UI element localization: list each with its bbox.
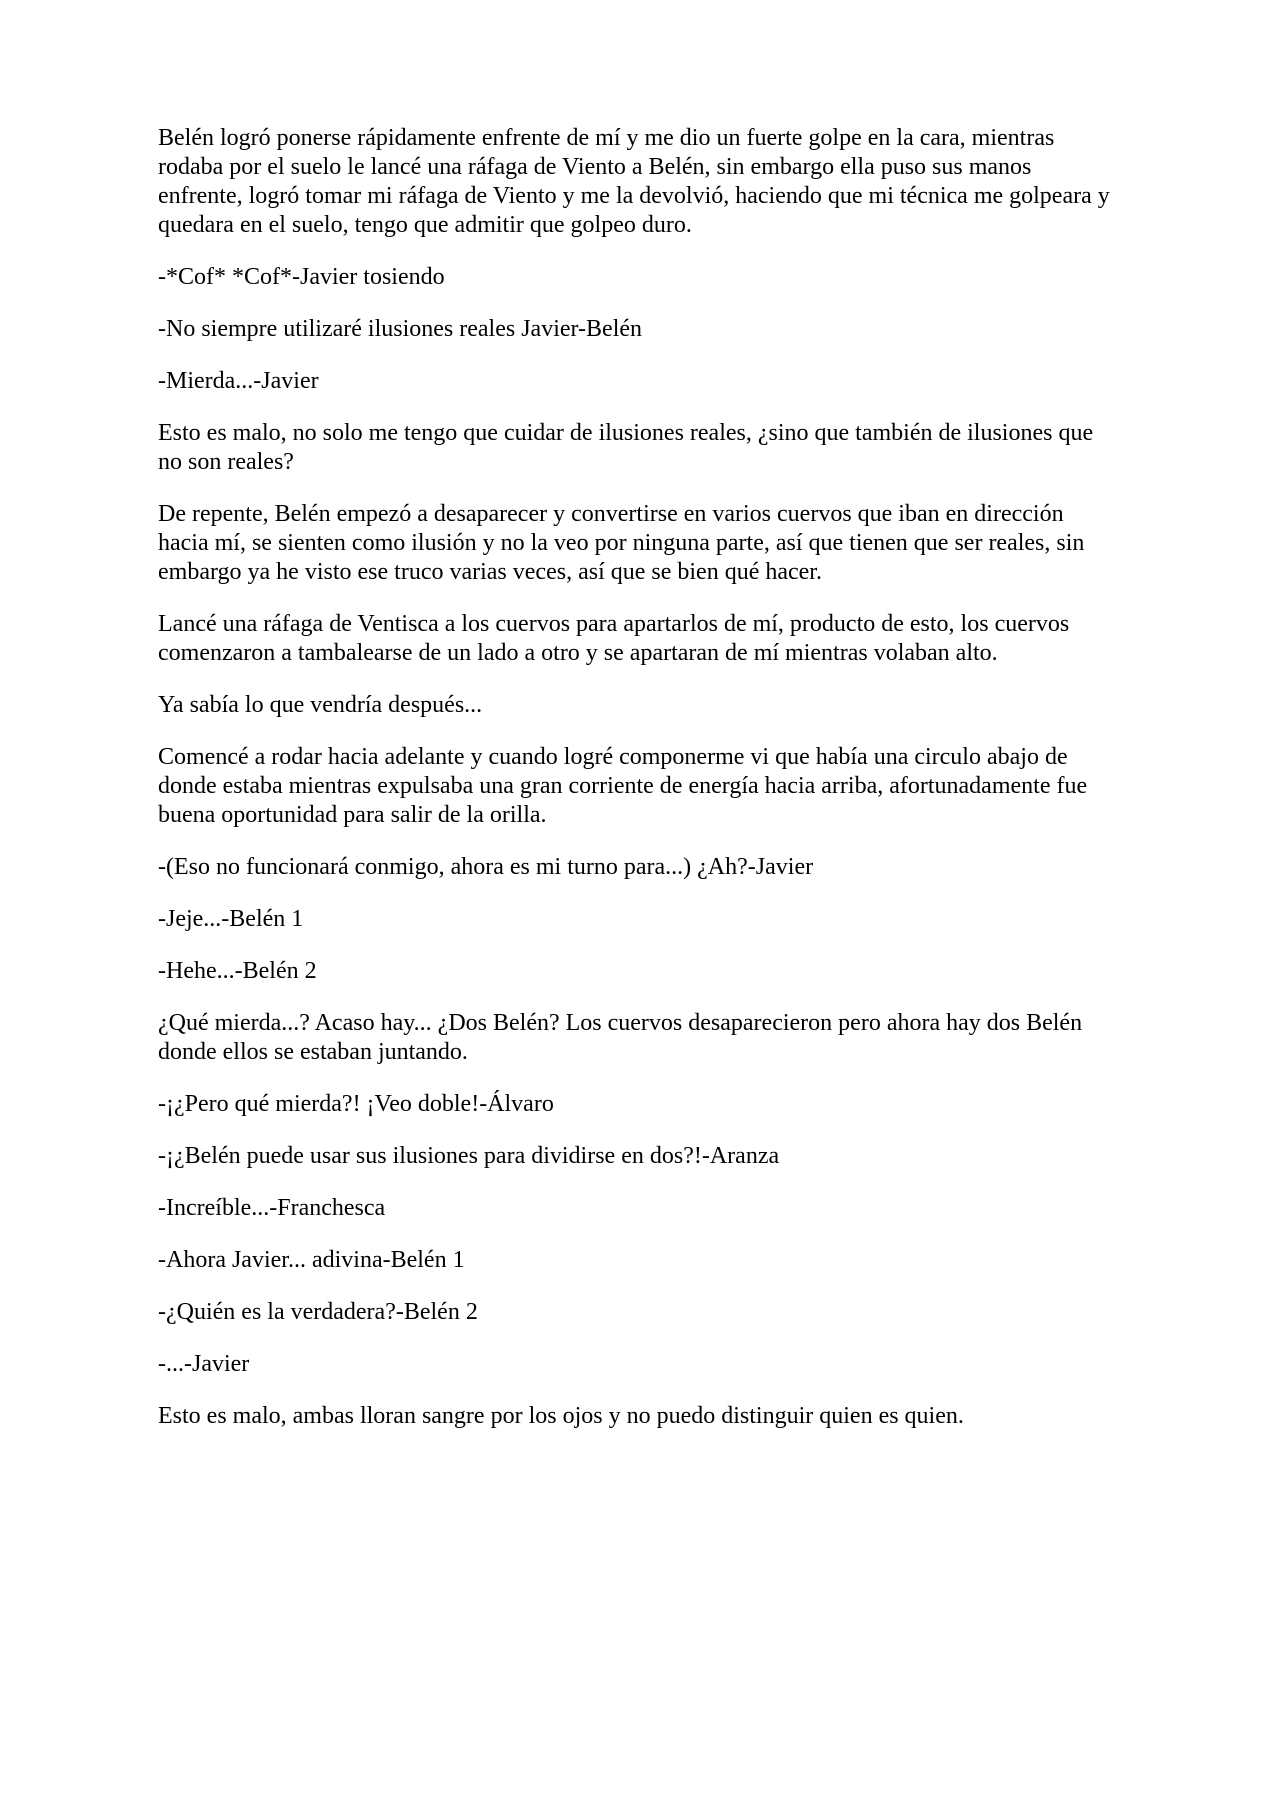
paragraph: Esto es malo, ambas lloran sangre por los ojos y no puedo distinguir quien es quien. bbox=[158, 1403, 964, 1429]
paragraph: -¡¿Belén puede usar sus ilusiones para dividirse en dos?!-Aranza bbox=[158, 1143, 780, 1169]
paragraph: Esto es malo, no solo me tengo que cuidar de ilusiones reales, ¿sino que también de ilusiones que no son reales? bbox=[158, 420, 1094, 475]
document-body bbox=[158, 124, 1120, 1431]
paragraph: -Increíble...-Franchesca bbox=[158, 1195, 386, 1221]
paragraph: -¿Quién es la verdadera?-Belén 2 bbox=[158, 1299, 478, 1325]
paragraph: -...-Javier bbox=[158, 1351, 250, 1377]
paragraph: -Ahora Javier... adivina-Belén 1 bbox=[158, 1247, 465, 1273]
paragraph: -No siempre utilizaré ilusiones reales Javier-Belén bbox=[158, 316, 643, 342]
paragraph: Ya sabía lo que vendría después... bbox=[158, 692, 483, 718]
paragraph: ¿Qué mierda...? Acaso hay... ¿Dos Belén? Los cuervos desaparecieron pero ahora hay dos Belén donde ellos se estaban juntando. bbox=[158, 1010, 1083, 1065]
paragraph: -Mierda...-Javier bbox=[158, 368, 319, 394]
paragraph: Belén logró ponerse rápidamente enfrente de mí y me dio un fuerte golpe en la cara, mientras rodaba por el suelo le lancé una ráfaga de Viento a Belén, sin embargo ella puso sus manos enfrente, logró tomar mi ráfaga de Viento y me la devolvió, haciendo que mi técnica me golpeara y quedara en el suelo, tengo que admitir que golpeo duro. bbox=[158, 125, 1110, 238]
paragraph: -¡¿Pero qué mierda?! ¡Veo doble!-Álvaro bbox=[158, 1091, 554, 1117]
paragraph: -*Cof* *Cof*-Javier tosiendo bbox=[158, 264, 445, 290]
paragraph: Comencé a rodar hacia adelante y cuando logré componerme vi que había una circulo abajo de donde estaba mientras expulsaba una gran corriente de energía hacia arriba, afortunadamente fue buena oportunidad para salir de la orilla. bbox=[158, 744, 1088, 828]
paragraph: Lancé una ráfaga de Ventisca a los cuervos para apartarlos de mí, producto de esto, los cuervos comenzaron a tambalearse de un lado a otro y se apartaran de mí mientras volaban alto. bbox=[158, 611, 1070, 666]
paragraph: -(Eso no funcionará conmigo, ahora es mi turno para...) ¿Ah?-Javier bbox=[158, 854, 814, 880]
paragraph: -Hehe...-Belén 2 bbox=[158, 958, 317, 984]
paragraph: De repente, Belén empezó a desaparecer y convertirse en varios cuervos que iban en dirección hacia mí, se sienten como ilusión y no la veo por ninguna parte, así que tienen que ser reales, sin embargo ya he visto ese truco varias veces, así que se bien qué hacer. bbox=[158, 501, 1085, 585]
paragraph: -Jeje...-Belén 1 bbox=[158, 906, 304, 932]
